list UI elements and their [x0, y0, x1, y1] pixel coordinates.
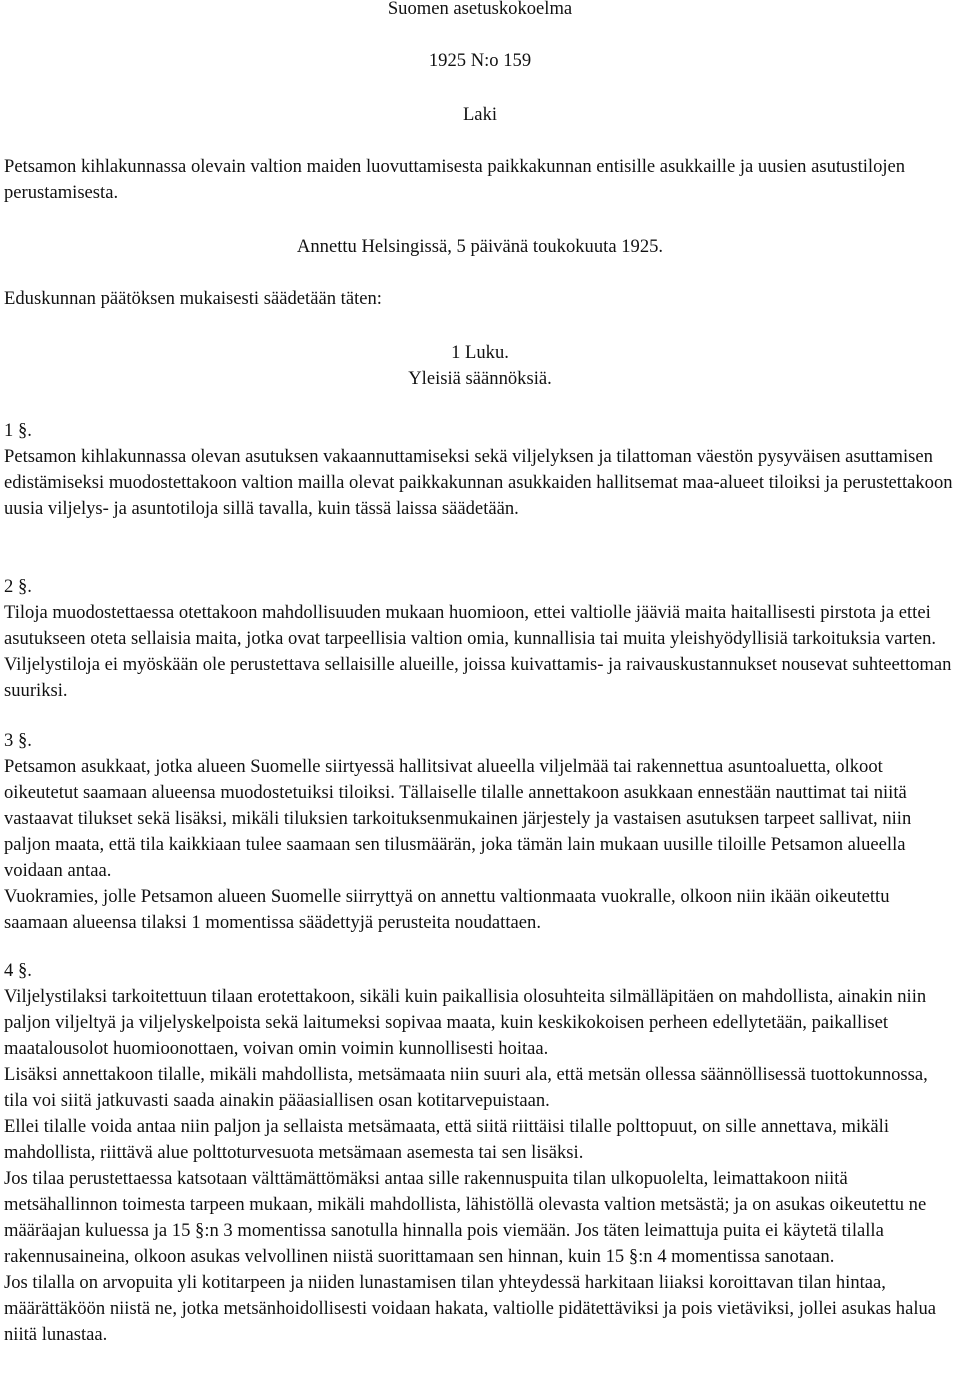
paragraph: Lisäksi annettakoon tilalle, mikäli mahdollista, metsämaata niin suuri ala, että metsän ollessa säännöllisessä tuottokunnossa, tila voi siitä jatkuvasti saada ainakin pääasiallisen osan kotitarvepuistaan. — [4, 1064, 928, 1111]
section-number: 4 §. — [4, 960, 32, 981]
paragraph: Ellei tilalle voida antaa niin paljon ja sellaista metsämaata, että siitä riittäisi tilalle polttopuut, on sille annettava, mikäli mahdollista, riittävä alue polttoturvesuota metsämaan asemesta tai sen lisäksi. — [4, 1116, 890, 1163]
paragraph: Jos tilaa perustettaessa katsotaan välttämättömäksi antaa sille rakennuspuita tilan ulkopuolelta, leimattakoon niitä metsähallinnon toimesta tarpeen mukaan, mikäli mahdollista, lähistöllä olevasta valtion metsästä; ja on asukas oikeutettu ne määräajan kuluessa ja 15 §:n 3 momentissa sanotulla hinnalla pois viemään. Jos täten leimattuja puita ei käytetä tilalla rakennusaineina, olkoon asukas velvollinen niistä suorittamaan sen hinnan, kuin 15 §:n 4 momentissa sanotaan. — [4, 1168, 927, 1267]
paragraph: Tiloja muodostettaessa otettakoon mahdollisuuden mukaan huomioon, ettei valtiolle jääviä maita haitallisesti pirstota ja ettei asutukseen oteta sellaisia maita, jotka ovat tarpeellisia valtion omia, kunnallisia tai muita yleishyödyllisiä tarkoituksia varten. Viljelystiloja ei myöskään ole perustettava sellaisille alueille, joissa kuivattamis- ja raivauskustannukset nousevat suhteettoman suuriksi. — [4, 602, 952, 701]
paragraph: Jos tilalla on arvopuita yli kotitarpeen ja niiden lunastamisen tilan yhteydessä harkitaan liiaksi koroittavan tilan hintaa, määrättäköön niistä ne, jotka metsänhoidollisesti voidaan hakata, valtiolle pidätettäviksi ja pois vietäviksi, jollei asukas halua niitä lunastaa. — [4, 1272, 937, 1345]
collection-title: Suomen asetuskokoelma — [387, 0, 573, 19]
section-1 — [4, 418, 956, 522]
chapter-number: 1 Luku. — [451, 342, 509, 363]
section-4 — [4, 958, 956, 1348]
enactment-clause: Eduskunnan päätöksen mukaisesti säädetään täten: — [4, 288, 382, 309]
section-3 — [4, 728, 956, 936]
statute-number: 1925 N:o 159 — [428, 50, 532, 71]
paragraph: Petsamon kihlakunnassa olevan asutuksen vakaannuttamiseksi sekä viljelyksen ja tilattoman väestön pysyväisen asuttamisen edistämiseksi muodostettakoon valtion mailla olevat paikkakunnan asukkaiden hallitsemat maa-alueet tiloiksi ja perustettakoon uusia viljelys- ja asuntotiloja sillä tavalla, kuin tässä laissa säädetään. — [4, 446, 953, 519]
paragraph: Viljelystilaksi tarkoitettuun tilaan erotettakoon, sikäli kuin paikallisia olosuhteita silmälläpitäen on mahdollista, ainakin niin paljon viljeltyä ja viljelyskelpoista sekä laitumeksi sopivaa maata, kuin keskikokoisen perheen edellytetään, paikalliset maatalousolot huomioonottaen, voivan omin voimin kunnollisesti hoitaa. — [4, 986, 927, 1059]
document-type: Laki — [462, 104, 498, 125]
law-title: Petsamon kihlakunnassa olevain valtion maiden luovuttamisesta paikkakunnan entisille asukkaille ja uusien asutustilojen perustamisesta. — [4, 156, 906, 203]
given-date: Annettu Helsingissä, 5 päivänä toukokuuta 1925. — [296, 236, 664, 257]
section-number: 1 §. — [4, 420, 32, 441]
paragraph: Vuokramies, jolle Petsamon alueen Suomelle siirryttyä on annettu valtionmaata vuokralle, olkoon niin ikään oikeutettu saamaan alueensa tilaksi 1 momentissa säädettyjä perusteita noudattaen. — [4, 886, 890, 933]
section-number: 2 §. — [4, 576, 32, 597]
paragraph: Petsamon asukkaat, jotka alueen Suomelle siirtyessä hallitsivat alueella viljelmää tai rakennettua asuntoaluetta, olkoot oikeutetut saamaan alueensa muodostetuiksi tiloiksi. Tällaiselle tilalle annettakoon asukkaan ennestään nauttimat tai niitä vastaavat tilukset sekä lisäksi, mikäli tiluksien tarkoituksenmukainen järjestely ja vastaisen asutuksen tarpeet sallivat, niin paljon maata, että tila kaikkiaan tulee saamaan sen tilusmäärän, joka tämän lain mukaan uusille tiloille Petsamon alueella voidaan antaa. — [4, 756, 912, 881]
section-number: 3 §. — [4, 730, 32, 751]
chapter-name: Yleisiä säännöksiä. — [408, 368, 552, 389]
section-2 — [4, 574, 956, 704]
